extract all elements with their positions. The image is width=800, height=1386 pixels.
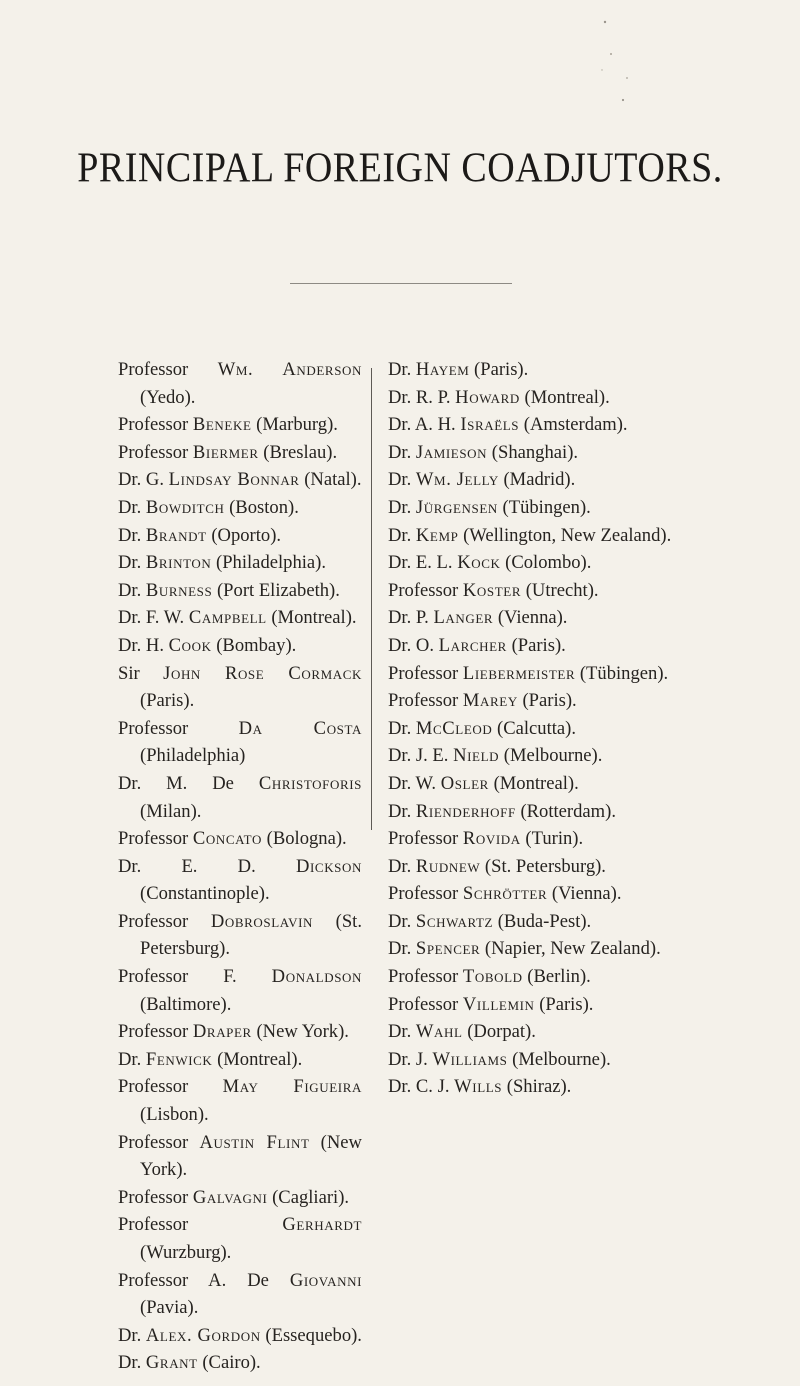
coadjutor-entry: Professor Marey (Paris).: [388, 690, 577, 712]
coadjutor-entry: Dr. A. H. Israëls (Amsterdam).: [388, 414, 628, 436]
coadjutor-entry: Professor Concato (Bologna).: [118, 828, 347, 850]
coadjutor-entry: Professor Dobroslavin (St. Petersburg).: [118, 910, 362, 960]
coadjutor-entry: Sir John Rose Cormack (Paris).: [118, 662, 362, 712]
coadjutor-entry: Professor Rovida (Turin).: [388, 828, 584, 850]
coadjutor-entry: Professor Biermer (Breslau).: [118, 441, 338, 463]
coadjutor-entry: Dr. C. J. Wills (Shiraz).: [388, 1076, 572, 1098]
coadjutor-entry: Dr. McCleod (Calcutta).: [388, 717, 576, 739]
coadjutor-entry: Professor F. Donaldson (Baltimore).: [118, 966, 362, 1015]
coadjutor-entry: Dr. Jürgensen (Tübingen).: [388, 496, 591, 518]
coadjutor-entry: Dr. E. D. Dickson (Constantinople).: [118, 855, 362, 905]
coadjutor-entry: Dr. Kemp (Wellington, New Zealand).: [388, 524, 672, 546]
coadjutor-entry: Dr. Rudnew (St. Petersburg).: [388, 855, 606, 877]
coadjutor-entry: Dr. F. W. Campbell (Montreal).: [118, 607, 357, 629]
coadjutor-entry: Dr. P. Langer (Vienna).: [388, 607, 568, 629]
coadjutor-entry: Dr. Wm. Jelly (Madrid).: [388, 469, 576, 491]
coadjutor-entry: Professor Villemin (Paris).: [388, 993, 594, 1015]
coadjutor-entry: Dr. Schwartz (Buda-Pest).: [388, 910, 592, 932]
coadjutor-entry: Dr. Burness (Port Elizabeth).: [118, 579, 340, 601]
coadjutor-entry: Dr. O. Larcher (Paris).: [388, 634, 566, 656]
coadjutor-entry: Professor Gerhardt (Wurzburg).: [118, 1214, 362, 1263]
coadjutor-entry: Professor Austin Flint (New York).: [118, 1131, 362, 1181]
coadjutor-entry: Professor Beneke (Marburg).: [118, 414, 338, 436]
coadjutor-entry: Professor Tobold (Berlin).: [388, 966, 591, 988]
coadjutor-entry: Dr. Fenwick (Montreal).: [118, 1048, 303, 1070]
coadjutor-entry: Professor May Figueira (Lisbon).: [118, 1076, 362, 1126]
coadjutor-entry: Dr. M. De Christoforis (Milan).: [118, 772, 362, 822]
right-column: [388, 356, 688, 1101]
coadjutor-entry: Professor Liebermeister (Tübingen).: [388, 662, 669, 684]
left-column: [118, 356, 362, 1377]
coadjutor-entry: Dr. Wahl (Dorpat).: [388, 1021, 536, 1043]
coadjutor-entry: Professor Wm. Anderson (Yedo).: [118, 359, 363, 408]
column-divider: [371, 368, 372, 830]
coadjutor-entry: Dr. Rienderhoff (Rotterdam).: [388, 800, 616, 822]
coadjutor-entry: Professor A. De Giovanni (Pavia).: [118, 1269, 362, 1319]
coadjutor-entry: Dr. Grant (Cairo).: [118, 1352, 261, 1374]
coadjutor-entry: Dr. Brinton (Philadelphia).: [118, 552, 327, 574]
coadjutor-entry: Dr. J. Williams (Melbourne).: [388, 1048, 611, 1070]
coadjutor-entry: Dr. Spencer (Napier, New Zealand).: [388, 938, 661, 960]
coadjutor-entry: Professor Schrötter (Vienna).: [388, 883, 622, 905]
coadjutor-entry: Dr. H. Cook (Bombay).: [118, 634, 297, 656]
coadjutor-entry: Dr. W. Osler (Montreal).: [388, 772, 579, 794]
coadjutor-entry: Dr. J. E. Nield (Melbourne).: [388, 745, 603, 767]
coadjutor-entry: Dr. G. Lindsay Bonnar (Natal).: [118, 469, 362, 491]
coadjutor-entry: Dr. E. L. Kock (Colombo).: [388, 552, 592, 574]
coadjutor-entry: Dr. Jamieson (Shanghai).: [388, 441, 579, 463]
coadjutor-entry: Professor Da Costa (Philadelphia): [118, 717, 362, 767]
title-divider: [290, 283, 512, 284]
coadjutor-entry: Dr. Brandt (Oporto).: [118, 524, 282, 546]
coadjutor-entry: Dr. Bowditch (Boston).: [118, 496, 299, 518]
coadjutor-entry: Professor Draper (New York).: [118, 1021, 349, 1043]
page-title: PRINCIPAL FOREIGN COADJUTORS.: [77, 144, 723, 192]
paper-specks: [575, 0, 655, 130]
coadjutor-entry: Professor Galvagni (Cagliari).: [118, 1186, 350, 1208]
coadjutor-entry: Dr. Hayem (Paris).: [388, 359, 529, 380]
coadjutor-entry: Dr. Alex. Gordon (Essequebo).: [118, 1324, 362, 1346]
coadjutor-entry: Dr. R. P. Howard (Montreal).: [388, 386, 610, 408]
coadjutor-entry: Professor Koster (Utrecht).: [388, 579, 599, 601]
